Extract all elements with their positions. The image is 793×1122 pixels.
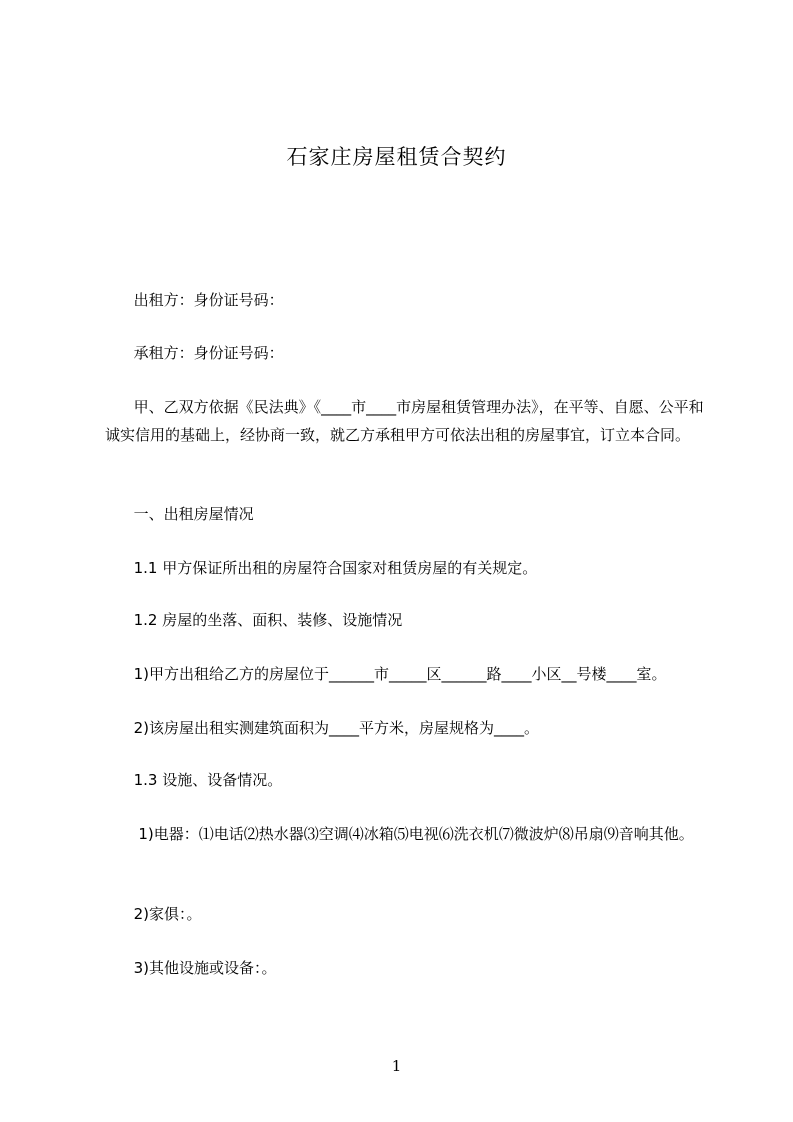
lessee-line: 承租方：身份证号码： [105, 344, 284, 362]
clause-1-2-item-2: 2)该房屋出租实测建筑面积为____平方米，房屋规格为____。 [105, 719, 540, 737]
clause-1-3: 1.3 设施、设备情况。 [105, 771, 283, 789]
section-heading-1: 一、出租房屋情况 [105, 505, 254, 523]
document-title: 石家庄房屋租赁合契约 [286, 145, 507, 169]
clause-1-3-item-3: 3)其他设施或设备：。 [105, 959, 277, 977]
clause-1-2: 1.2 房屋的坐落、面积、装修、设施情况 [105, 611, 403, 629]
page-number: 1 [391, 1057, 402, 1075]
clause-1-2-item-1: 1)甲方出租给乙方的房屋位于______市_____区______路____小区__号楼____室。 [105, 665, 667, 683]
lessor-line: 出租方：身份证号码： [105, 291, 284, 309]
preamble-paragraph: 甲、乙双方依据《民法典》《____市____市房屋租赁管理办法》，在平等、自愿、公平和诚实信用的基础上，经协商一致，就乙方承租甲方可依法出租的房屋事宜，订立本合同。 [105, 398, 704, 444]
clause-1-3-item-2: 2)家俱：。 [105, 905, 202, 923]
clause-1-3-item-1: 1)电器：⑴电话⑵热水器⑶空调⑷冰箱⑸电视⑹洗衣机⑺微波炉⑻吊扇⑼音响其他。 [105, 825, 694, 843]
clause-1-1: 1.1 甲方保证所出租的房屋符合国家对租赁房屋的有关规定。 [105, 559, 538, 577]
